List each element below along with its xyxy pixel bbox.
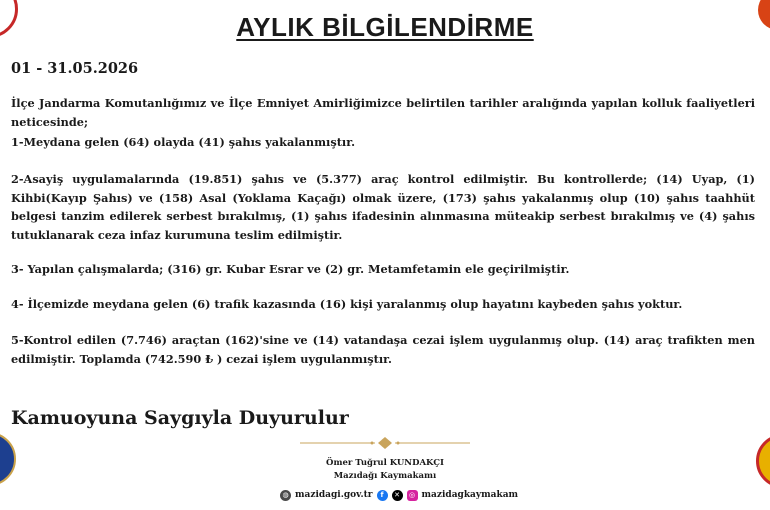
ornament-divider: [300, 436, 470, 450]
date-range: 01 - 31.05.2026: [11, 60, 139, 77]
globe-icon: ◍: [280, 490, 291, 501]
item-3-paragraph: 3- Yapılan çalışmalarda; (316) gr. Kubar Esrar ve (2) gr. Metamfetamin ele geçirilmiştir.: [11, 262, 570, 276]
item-4-paragraph: 4- İlçemizde meydana gelen (6) trafik kazasında (16) kişi yaralanmış olup hayatını kaybeden şahıs yoktur.: [11, 297, 683, 311]
contact-bar: [280, 488, 518, 502]
intro-paragraph: İlçe Jandarma Komutanlığımız ve İlçe Emniyet Amirliğimizce belirtilen tarihler aralığında yapılan kolluk faaliyetleri neticesinde;: [11, 96, 755, 129]
instagram-icon[interactable]: ◎: [407, 490, 418, 501]
signature-name: Ömer Tuğrul KUNDAKÇI: [326, 458, 444, 468]
page-title: AYLIK BİLGİLENDİRME: [236, 12, 534, 42]
item-1-paragraph: 1-Meydana gelen (64) olayda (41) şahıs yakalanmıştır.: [11, 135, 356, 149]
item-5-paragraph: 5-Kontrol edilen (7.746) araçtan (162)'sine ve (14) vatandaşa cezai işlem uygulanmış olup. (14) araç trafikten men edilmiştir. Toplamda (742.590 ₺ ) cezai işlem uygulanmıştır.: [11, 333, 755, 366]
x-icon[interactable]: ✕: [392, 490, 403, 501]
website-link[interactable]: mazidagi.gov.tr: [295, 490, 373, 500]
closing-statement: Kamuoyuna Saygıyla Duyurulur: [11, 407, 349, 429]
signature-role: Mazıdağı Kaymakamı: [333, 471, 437, 481]
item-2-paragraph: 2-Asayiş uygulamalarında (19.851) şahıs ve (5.377) araç kontrol edilmiştir. Bu kontrollerde; (14) Uyap, (1) Kihbi(Kayıp Şahıs) ve (158) Asal (Yoklama Kaçağı) olmak üzere, (173) şahıs yakalanmış olup (10) şahıs taahhüt belgesi tanzim edilerek serbest bırakılmış, (1) şahıs ifadesinin alınmasına müteakip serbest bırakılmış ve (4) şahıs tutuklanarak ceza infaz kurumuna teslim edilmiştir.: [11, 172, 755, 242]
facebook-icon[interactable]: f: [377, 490, 388, 501]
social-handle[interactable]: mazidagkaymakam: [421, 490, 519, 500]
